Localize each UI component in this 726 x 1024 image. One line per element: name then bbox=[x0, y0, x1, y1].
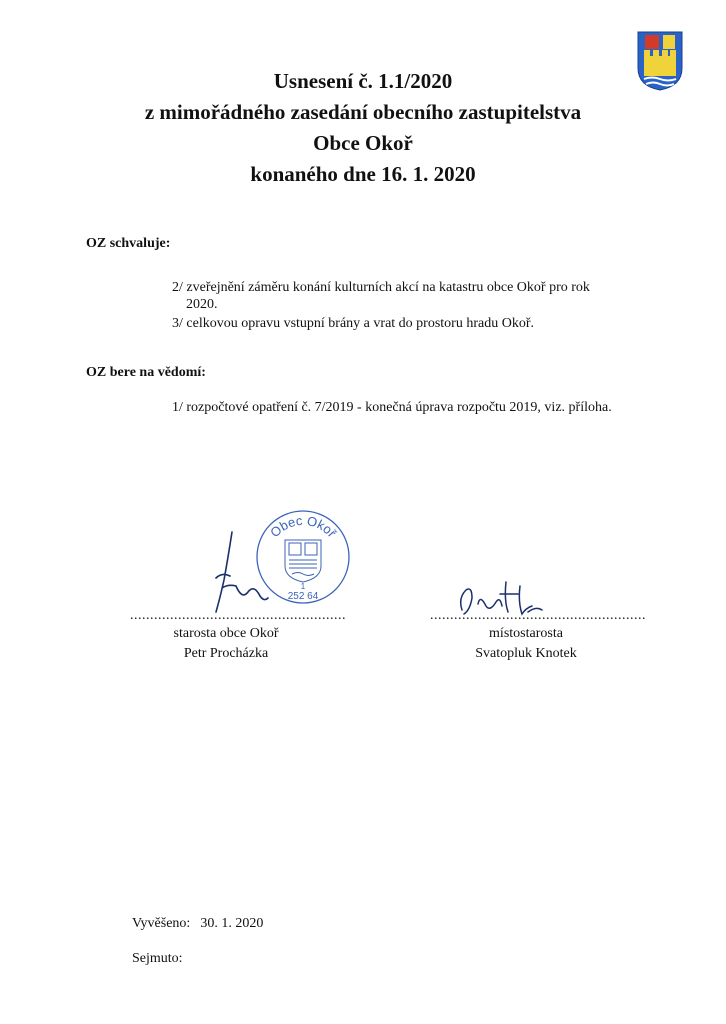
title-line-2: z mimořádného zasedání obecního zastupitelstva bbox=[144, 100, 582, 124]
signature-left-role: starosta obce Okoř bbox=[173, 626, 279, 641]
signature-left-handwriting bbox=[202, 528, 272, 618]
approves-item-2 bbox=[172, 279, 642, 313]
notes-item-1-text: 1/ rozpočtové opatření č. 7/2019 - konečná úprava rozpočtu 2019, viz. příloha. bbox=[172, 400, 612, 415]
title-line-3: Obce Okoř bbox=[313, 131, 413, 155]
approves-item-3-text: 3/ celkovou opravu vstupní brány a vrat do prostoru hradu Okoř. bbox=[172, 316, 534, 331]
removed-label: Sejmuto: bbox=[132, 951, 183, 966]
posted-date: 30. 1. 2020 bbox=[200, 916, 264, 931]
stamp-postcode: 252 64 bbox=[287, 591, 319, 602]
stamp-emblem-icon bbox=[285, 540, 321, 582]
approves-item-2-text: 2/ zveřejnění záměru konání kulturních akcí na katastru obce Okoř pro rok bbox=[172, 280, 590, 295]
approves-item-2-continuation: 2020. bbox=[186, 297, 218, 312]
document-title bbox=[0, 66, 726, 190]
signature-right-name: Svatopluk Knotek bbox=[475, 646, 577, 661]
notes-heading: OZ bere na vědomí: bbox=[86, 365, 206, 380]
notes-item-1 bbox=[172, 399, 642, 416]
removed-row bbox=[132, 951, 193, 967]
approves-item-3 bbox=[172, 315, 642, 332]
stamp-text: Obec Okoř bbox=[267, 512, 340, 541]
title-line-4: konaného dne 16. 1. 2020 bbox=[250, 162, 476, 186]
posted-label: Vyvěšeno: bbox=[132, 916, 191, 931]
signature-left-name: Petr Procházka bbox=[183, 646, 269, 661]
posted-row bbox=[132, 916, 263, 932]
signature-line-right: ...................................................... bbox=[430, 608, 646, 623]
signature-right-role: místostarosta bbox=[489, 626, 563, 641]
approves-heading: OZ schvaluje: bbox=[86, 236, 171, 251]
stamp-number: 1 bbox=[300, 582, 306, 591]
title-line-1: Usnesení č. 1.1/2020 bbox=[273, 69, 453, 93]
signature-line-left: ...................................................... bbox=[130, 608, 346, 623]
